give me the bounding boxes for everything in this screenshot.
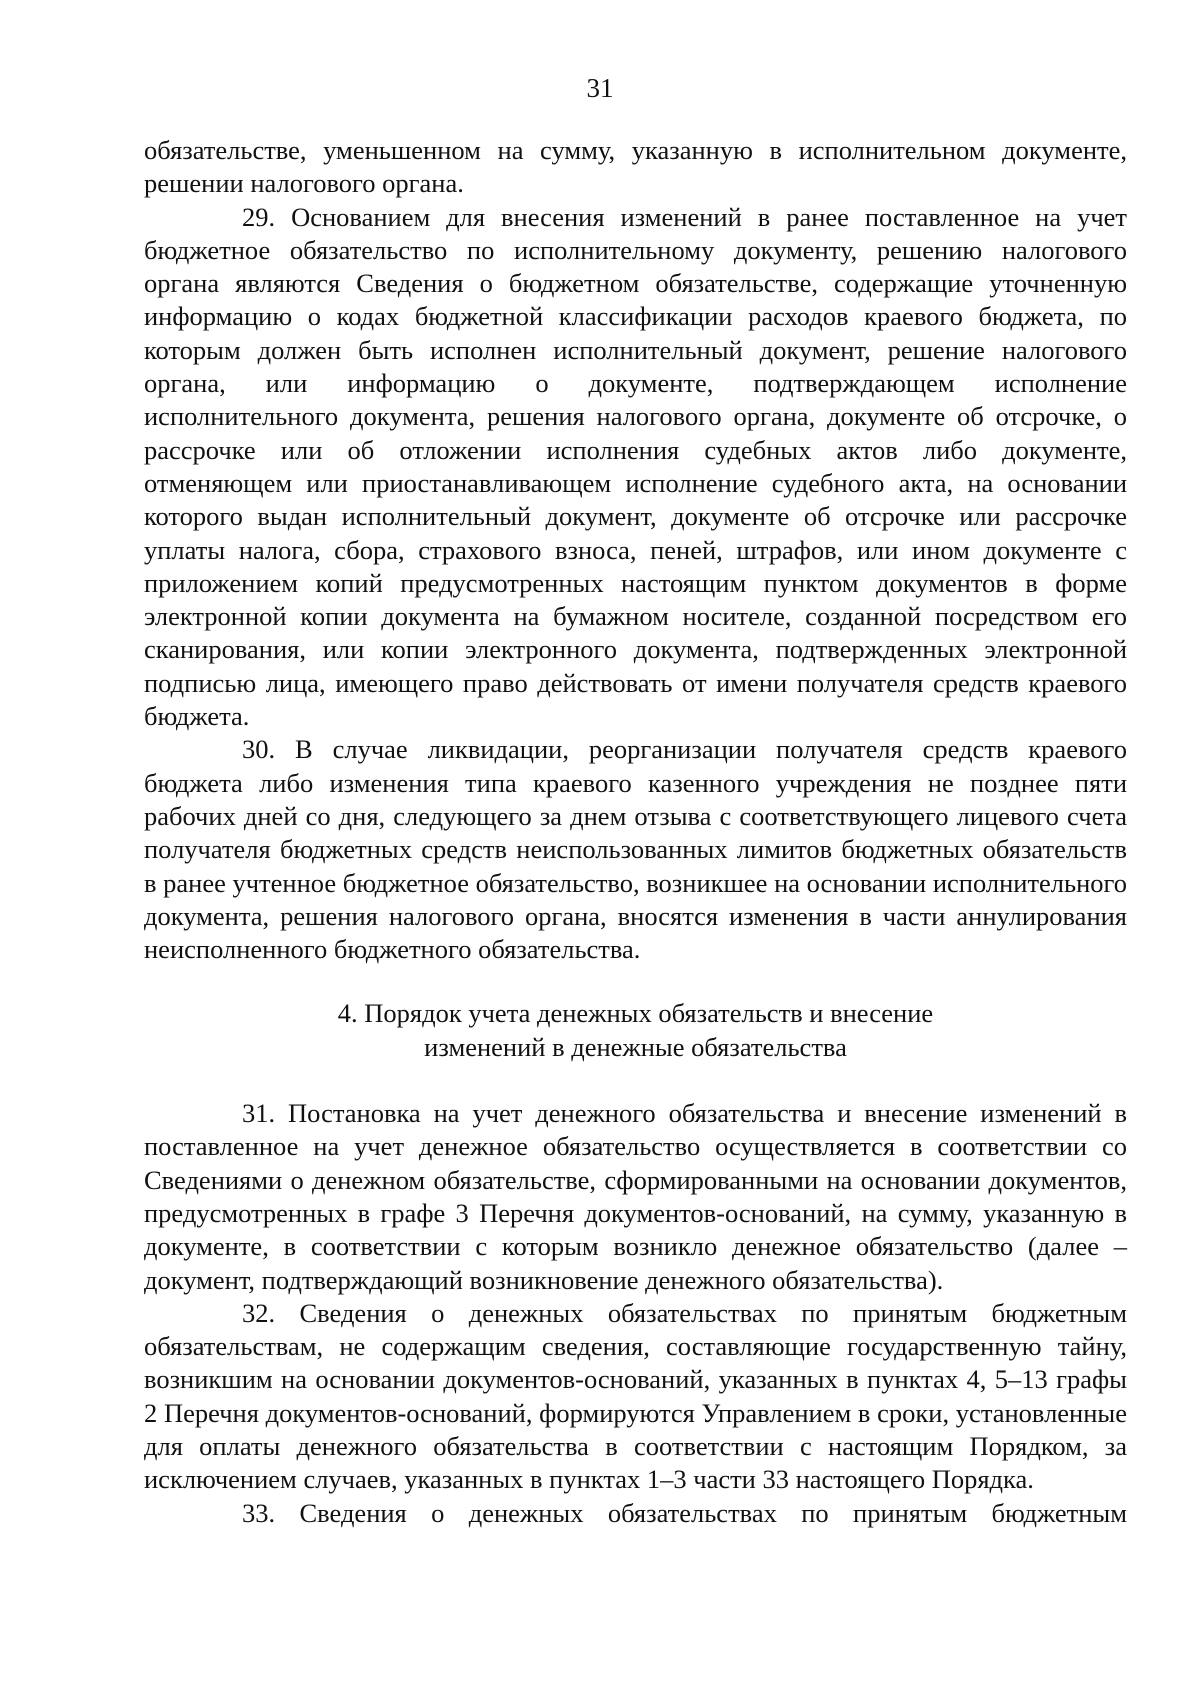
paragraph-continuation: обязательстве, уменьшенном на сумму, указанную в исполнительном документе, решении налогового органа. bbox=[144, 135, 1127, 199]
paragraph-32: 32. Сведения о денежных обязательствах по принятым бюджетным обязательствам, не содержащим сведения, составляющие государственную тайну, возникшим на основании документов-оснований, указанных в пунктах 4, 5–13 графы 2 Перечня документов-оснований, формируются Управлением в сроки, установленные для оплаты денежного обязательства в соответствии с настоящим Порядком, за исключением случаев, указанных в пунктах 1–3 части 33 настоящего Порядка. bbox=[144, 1297, 1127, 1495]
section-heading-line-1: 4. Порядок учета денежных обязательств и внесение bbox=[337, 998, 934, 1029]
paragraph-30: 30. В случае ликвидации, реорганизации получателя средств краевого бюджета либо изменения типа краевого казенного учреждения не позднее пяти рабочих дней со дня, следующего за днем отзыва с соответствующего лицевого счета получателя бюджетных средств неиспользованных лимитов бюджетных обязательств в ранее учтенное бюджетное обязательство, возникшее на основании исполнительного документа, решения налогового органа, вносятся изменения в части аннулирования неисполненного бюджетного обязательства. bbox=[144, 734, 1127, 965]
paragraph-31: 31. Постановка на учет денежного обязательства и внесение изменений в поставленное на учет денежное обязательство осуществляется в соответствии со Сведениями о денежном обязательстве, сформированными на основании документов, предусмотренных в графе 3 Перечня документов-оснований, на сумму, указанную в документе, в соответствии с которым возникло денежное обязательство (далее – документ, подтверждающий возникновение денежного обязательства). bbox=[144, 1098, 1127, 1295]
paragraph-33: 33. Сведения о денежных обязательствах по принятым бюджетным bbox=[242, 1497, 1127, 1528]
paragraph-29: 29. Основанием для внесения изменений в ранее поставленное на учет бюджетное обязательство по исполнительному документу, решению налогового органа являются Сведения о бюджетном обязательстве, содержащие уточненную информацию о кодах бюджетной классификации расходов краевого бюджета, по которым должен быть исполнен исполнительный документ, решение налогового органа, или информацию о документе, подтверждающем исполнение исполнительного документа, решения налогового органа, документе об отсрочке, о рассрочке или об отложении исполнения судебных актов либо документе, отменяющем или приостанавливающем исполнение судебного акта, на основании которого выдан исполнительный документ, документе об отсрочке или рассрочке уплаты налога, сбора, страхового взноса, пеней, штрафов, или ином документе с приложением копий предусмотренных настоящим пунктом документов в форме электронной копии документа на бумажном носителе, созданной посредством его сканирования, или копии электронного документа, подтвержденных электронной подписью лица, имеющего право действовать от имени получателя средств краевого бюджета. bbox=[144, 201, 1127, 732]
document-body bbox=[144, 134, 1127, 1530]
section-heading-line-2: изменений в денежные обязательства bbox=[424, 1031, 847, 1062]
page-number: 31 bbox=[586, 73, 614, 103]
section-heading bbox=[144, 997, 1127, 1064]
